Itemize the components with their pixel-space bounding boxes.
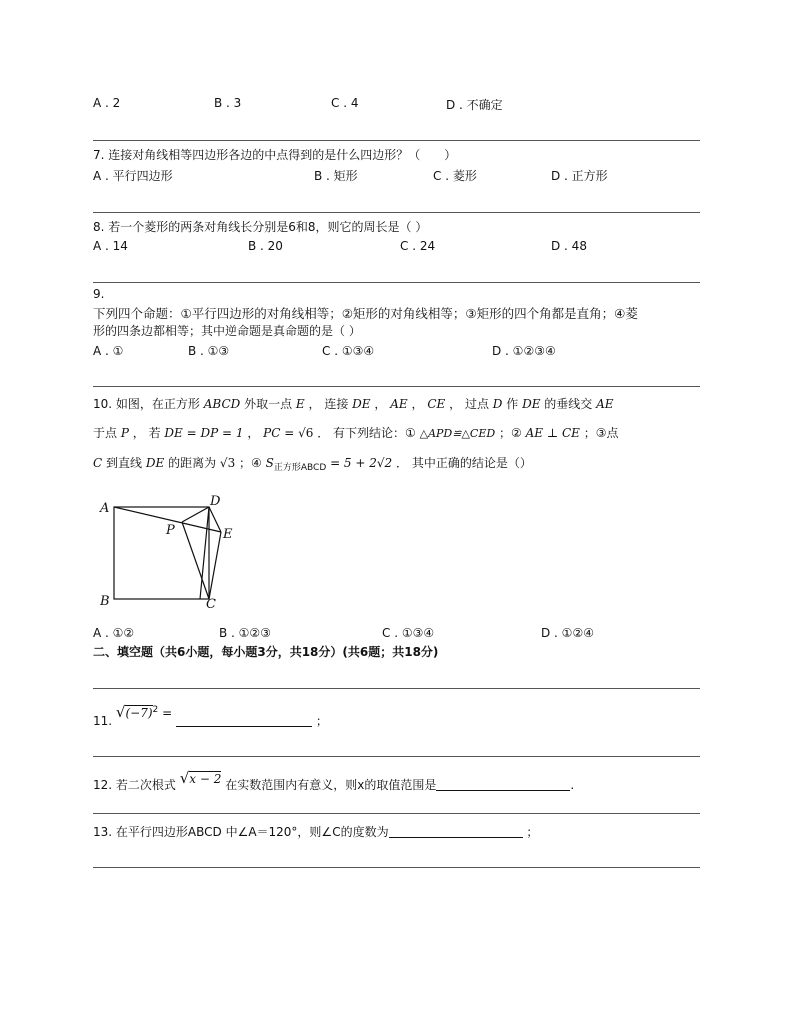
radical-sign: √ bbox=[179, 769, 190, 787]
q6-option-c: C . 4 bbox=[331, 96, 359, 110]
segment-dp bbox=[182, 507, 209, 522]
segment-pc bbox=[182, 522, 209, 599]
q8-option-d: D . 48 bbox=[551, 239, 587, 253]
segment-ce bbox=[209, 532, 221, 599]
q6-option-a: A . 2 bbox=[93, 96, 121, 110]
section-title: 二、填空题（共6小题，每小题3分，共18分）(共6题；共18分) bbox=[93, 645, 439, 659]
divider bbox=[93, 813, 700, 814]
label-a: A bbox=[100, 501, 110, 516]
q8-option-c: C . 24 bbox=[400, 239, 436, 253]
square-abcd bbox=[114, 507, 209, 599]
q9-number: 9. bbox=[93, 287, 105, 301]
q10-line1: 10. 如图，在正方形 ABCD 外取一点 E ， 连接 DE ， AE ， CE ， 过点 D 作 DE 的垂线交 AE bbox=[93, 397, 614, 411]
q11-answer-blank[interactable] bbox=[176, 714, 312, 727]
q13-answer-blank[interactable] bbox=[389, 825, 523, 838]
divider bbox=[93, 212, 700, 213]
q10-line3: C 到直线 DE 的距离为 √3 ；④ $S_{正方形ABCD} = 5 + 2√2$ ． 其中正确的结论是（） bbox=[93, 456, 532, 473]
divider bbox=[93, 282, 700, 283]
divider bbox=[93, 386, 700, 387]
q7-stem: 7. 连接对角线相等四边形各边的中点得到的是什么四边形？（ ） bbox=[93, 148, 457, 162]
divider bbox=[93, 140, 700, 141]
q9-line1: 下列四个命题：①平行四边形的对角线相等；②矩形的对角线相等；③矩形的四个角都是直角；④菱 bbox=[93, 306, 638, 321]
divider bbox=[93, 867, 700, 868]
q7-option-d: D . 正方形 bbox=[551, 169, 608, 183]
divider bbox=[93, 756, 700, 757]
q8-option-b: B . 20 bbox=[248, 239, 283, 253]
label-b: B bbox=[100, 594, 110, 609]
q10-option-b: B . ①②③ bbox=[219, 626, 271, 640]
q10-option-d: D . ①②④ bbox=[541, 626, 594, 640]
label-p: P bbox=[166, 523, 175, 538]
q7-option-c: C . 菱形 bbox=[433, 169, 477, 183]
q6-option-d: D . 不确定 bbox=[446, 98, 503, 112]
label-c: C bbox=[206, 597, 216, 612]
q7-option-b: B . 矩形 bbox=[314, 169, 358, 183]
q8-option-a: A . 14 bbox=[93, 239, 128, 253]
divider bbox=[93, 688, 700, 689]
q9-option-b: B . ①③ bbox=[188, 344, 230, 358]
q11: 11. $√(-7)^2$ = ； bbox=[93, 703, 328, 728]
q8-stem: 8. 若一个菱形的两条对角线长分别是6和8，则它的周长是（ ） bbox=[93, 220, 428, 234]
q10-option-a: A . ①② bbox=[93, 626, 135, 640]
radical-sign: √ bbox=[115, 703, 126, 721]
q10-line2: 于点 P ， 若 DE = DP = 1 ， PC = √6 ． 有下列结论：① △APD≌△CED ；② AE ⊥ CE ；③点 bbox=[93, 426, 619, 440]
q9-option-c: C . ①③④ bbox=[322, 344, 375, 358]
q6-option-b: B . 3 bbox=[214, 96, 242, 110]
q12-answer-blank[interactable] bbox=[436, 778, 570, 791]
q12: 12. 若二次根式 √x − 2 在实数范围内有意义，则x的取值范围是 . bbox=[93, 769, 575, 792]
q9-option-a: A . ① bbox=[93, 344, 124, 358]
segment-de bbox=[209, 507, 221, 532]
label-e: E bbox=[223, 527, 233, 542]
q10-square-figure bbox=[94, 492, 244, 612]
q9-line2: 形的四条边都相等；其中逆命题是真命题的是（ ） bbox=[93, 324, 361, 338]
q7-option-a: A . 平行四边形 bbox=[93, 169, 173, 183]
q10-option-c: C . ①③④ bbox=[382, 626, 435, 640]
label-d: D bbox=[210, 494, 221, 509]
q9-option-d: D . ①②③④ bbox=[492, 344, 556, 358]
q13: 13. 在平行四边形ABCD 中∠A＝120°，则∠C的度数为 ； bbox=[93, 825, 539, 839]
